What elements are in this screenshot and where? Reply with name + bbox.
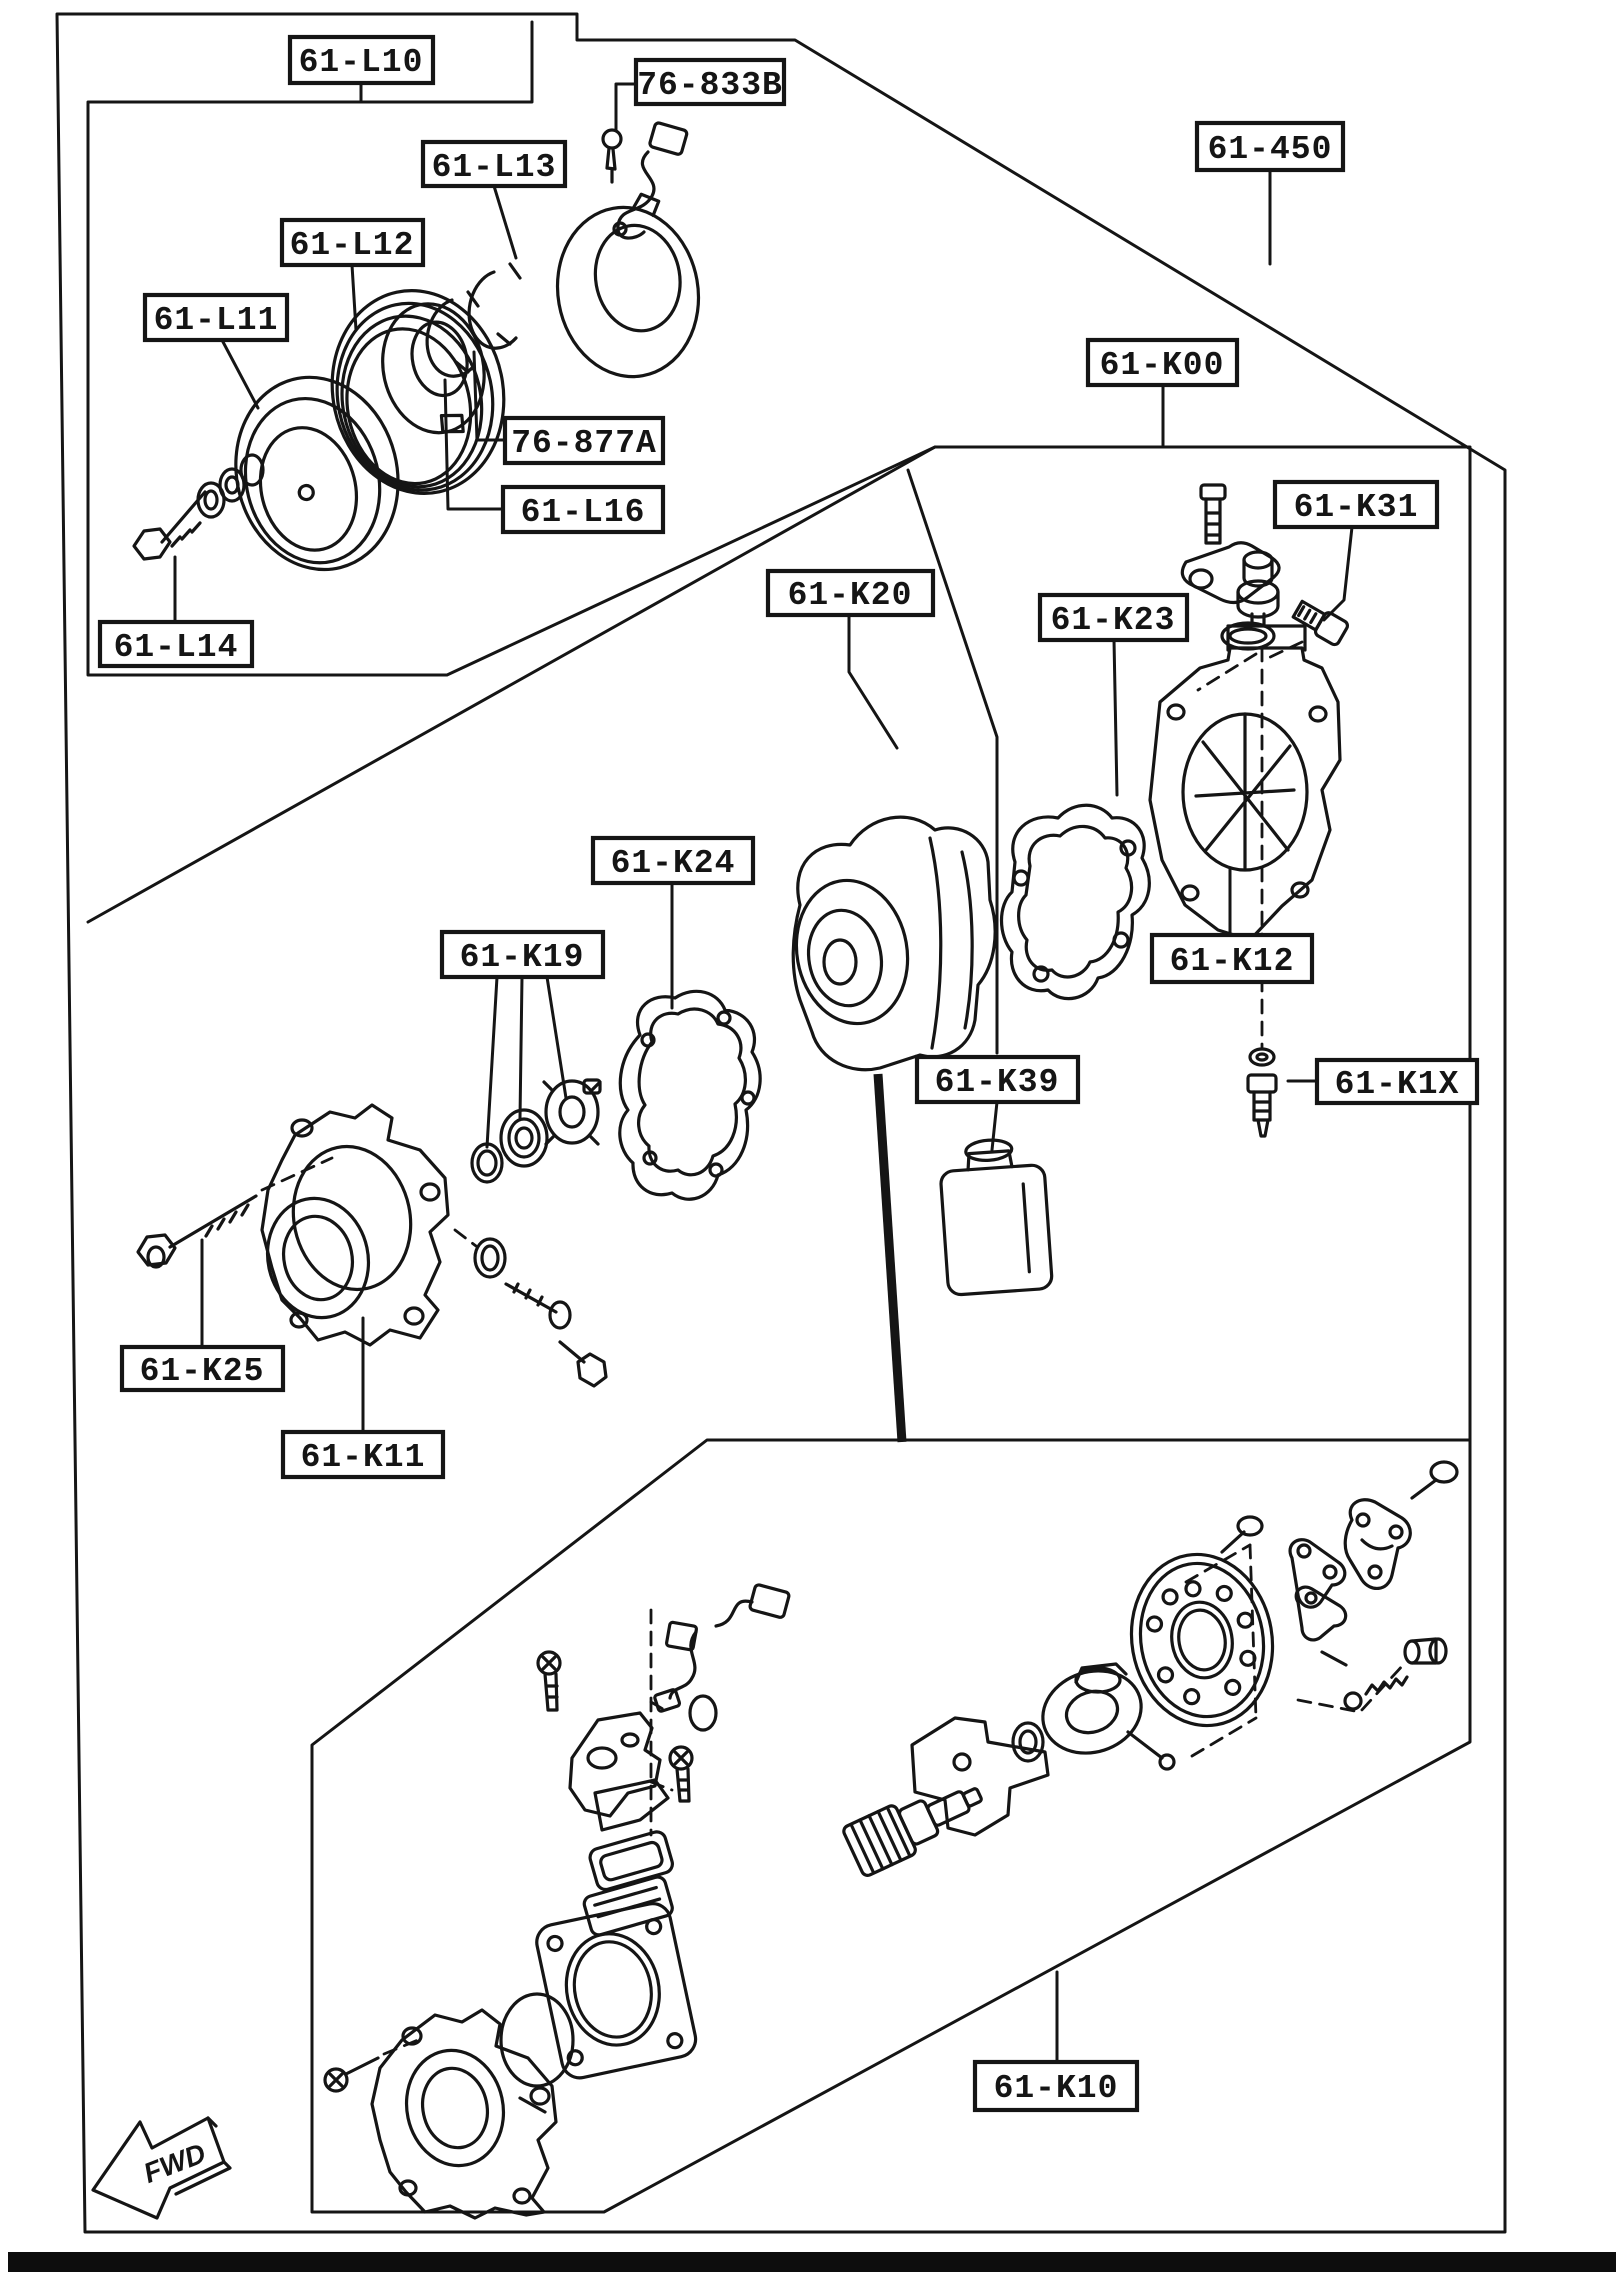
part-label-61-K1X[interactable] xyxy=(1317,1060,1477,1103)
part-gasket-61-K24 xyxy=(620,991,760,1199)
part-label-61-L16[interactable] xyxy=(503,487,663,532)
fwd-arrow-label: FWD xyxy=(139,2137,210,2190)
leader-61-K31 xyxy=(1324,527,1352,620)
part-label-61-K25[interactable] xyxy=(122,1347,283,1390)
part-bearing-61-K19 xyxy=(501,1110,547,1166)
part-label-61-K23[interactable] xyxy=(1040,595,1187,640)
part-compressor-61-K20 xyxy=(785,817,995,1070)
part-label-61-L13[interactable] xyxy=(423,142,565,186)
part-screw-front-head xyxy=(325,2040,418,2091)
leader-compressor-thick xyxy=(878,1074,902,1442)
part-label-61-K11[interactable] xyxy=(283,1432,443,1477)
part-bolt-small-k11 xyxy=(560,1342,606,1386)
part-screw-bracket-b xyxy=(670,1747,692,1801)
part-label-61-K10[interactable] xyxy=(975,2062,1137,2110)
leader-61-K19-c xyxy=(547,977,566,1098)
part-label-61-L12[interactable] xyxy=(282,220,423,265)
part-gasket-61-K23 xyxy=(1002,805,1150,998)
svg-text:76-877A: 76-877A xyxy=(511,425,657,462)
part-label-61-K12[interactable] xyxy=(1152,935,1312,982)
part-label-61-K00[interactable] xyxy=(1088,340,1237,385)
part-wire-harness-76-833B xyxy=(603,122,688,238)
part-bolt-61-L14 xyxy=(134,492,205,559)
part-washer-kit xyxy=(1013,1723,1043,1761)
part-label-61-L14[interactable] xyxy=(100,622,252,666)
part-label-61-K24[interactable] xyxy=(593,838,753,883)
part-cam-rotor xyxy=(1118,1543,1286,1737)
part-screw-bracket-a xyxy=(538,1652,560,1710)
part-label-61-450[interactable] xyxy=(1197,123,1343,170)
svg-text:61-K10: 61-K10 xyxy=(993,2070,1119,2107)
part-label-61-K19[interactable] xyxy=(442,932,603,977)
part-service-valve-61-K1X xyxy=(1248,1049,1276,1136)
svg-text:61-K31: 61-K31 xyxy=(1293,489,1419,526)
leader-61-K19-a xyxy=(487,977,497,1147)
leader-61-L11 xyxy=(222,340,258,408)
part-pin-kit xyxy=(1322,1652,1346,1665)
part-label-61-L10[interactable] xyxy=(290,37,433,83)
part-screw-rotor xyxy=(1222,1517,1262,1552)
leader-61-K23 xyxy=(1114,640,1117,795)
svg-text:61-K00: 61-K00 xyxy=(1099,347,1225,384)
part-swash-plate xyxy=(1032,1659,1174,1769)
svg-text:61-L12: 61-L12 xyxy=(289,227,415,264)
svg-text:61-450: 61-450 xyxy=(1207,131,1333,168)
svg-text:61-K39: 61-K39 xyxy=(934,1064,1060,1101)
svg-text:61-L11: 61-L11 xyxy=(153,302,279,339)
part-harness-61-K10 xyxy=(654,1584,790,1712)
svg-text:61-K23: 61-K23 xyxy=(1050,602,1176,639)
part-label-61-K20[interactable] xyxy=(768,571,933,615)
part-label-61-K39[interactable] xyxy=(917,1057,1078,1102)
part-link-arm-b xyxy=(1296,1587,1345,1640)
part-o-ring-bracket xyxy=(690,1696,716,1730)
part-label-76-833B[interactable] xyxy=(636,60,784,104)
page-footer-bar xyxy=(8,2252,1616,2272)
part-o-ring-61-K19 xyxy=(472,1144,502,1182)
svg-text:61-K11: 61-K11 xyxy=(300,1439,426,1476)
part-spring-kit xyxy=(1366,1677,1407,1694)
svg-text:61-K25: 61-K25 xyxy=(139,1353,265,1390)
svg-text:61-K20: 61-K20 xyxy=(787,577,913,614)
part-field-coil-61-L13 xyxy=(543,187,712,388)
svg-text:61-K1X: 61-K1X xyxy=(1334,1066,1460,1103)
svg-text:61-K19: 61-K19 xyxy=(459,939,585,976)
leader-61-K19-b xyxy=(520,977,522,1118)
part-o-ring-61-K11 xyxy=(455,1230,505,1277)
leader-61-L13 xyxy=(494,186,516,258)
part-ball-kit xyxy=(1345,1693,1361,1709)
svg-text:61-K24: 61-K24 xyxy=(610,845,736,882)
svg-text:61-K12: 61-K12 xyxy=(1169,943,1295,980)
part-gasket-plate xyxy=(588,1830,675,1892)
part-rear-housing-61-K12 xyxy=(1150,626,1340,940)
part-drive-shaft xyxy=(842,1770,991,1878)
part-label-61-L11[interactable] xyxy=(145,295,287,340)
part-front-head-61-K11 xyxy=(257,1105,448,1345)
outer-boundary xyxy=(57,14,1505,2232)
part-cam-bracket xyxy=(1345,1500,1410,1589)
part-label-61-K31[interactable] xyxy=(1275,482,1437,527)
part-plug-kit xyxy=(1405,1639,1446,1663)
svg-text:61-L10: 61-L10 xyxy=(298,44,424,81)
part-label-76-877A[interactable] xyxy=(505,418,663,463)
part-front-head-kit xyxy=(372,2010,556,2218)
svg-text:61-L16: 61-L16 xyxy=(520,494,646,531)
part-bracket-61-K10 xyxy=(570,1713,668,1830)
part-oil-bottle-61-K39 xyxy=(938,1137,1052,1296)
part-stud-fitting xyxy=(506,1284,570,1328)
leader-76-833B xyxy=(616,84,636,130)
part-cylinder-block xyxy=(533,1900,698,2081)
leader-61-K20 xyxy=(849,615,897,748)
part-o-ring-large xyxy=(501,1994,573,2086)
svg-text:61-L14: 61-L14 xyxy=(113,629,239,666)
svg-text:61-L13: 61-L13 xyxy=(431,149,557,186)
fwd-arrow xyxy=(93,2118,230,2218)
part-seal-hub-61-K19 xyxy=(544,1080,600,1144)
leader-61-K39 xyxy=(992,1102,997,1150)
svg-text:76-833B: 76-833B xyxy=(637,67,783,104)
part-screw-top-right xyxy=(1412,1462,1457,1498)
part-bolt-61-K23-top xyxy=(1201,485,1225,543)
part-clutch-rotor-61-L12 xyxy=(314,275,523,510)
